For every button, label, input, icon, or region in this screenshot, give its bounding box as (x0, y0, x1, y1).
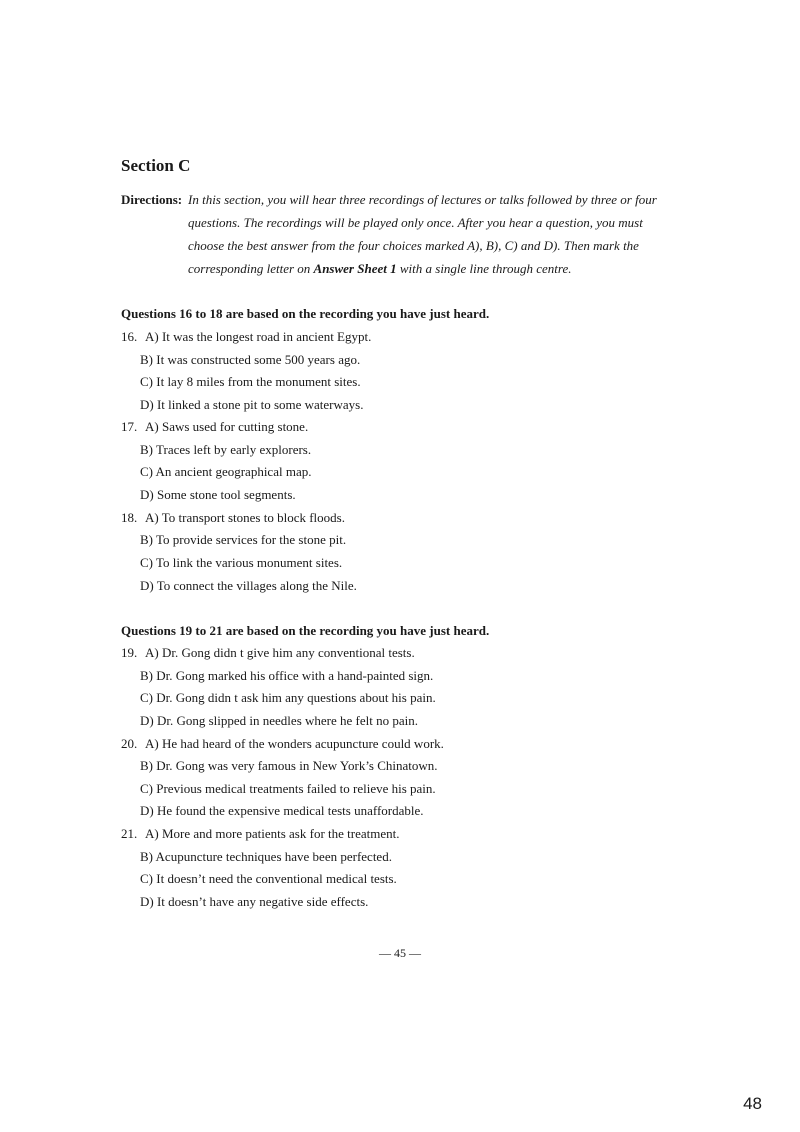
answer-option: C) To link the various monument sites. (140, 555, 343, 570)
answer-option: D) Some stone tool segments. (140, 487, 296, 502)
answer-option: B) Acupuncture techniques have been perfected. (140, 849, 392, 864)
question-number: 19. (121, 645, 138, 660)
section-title: Section C (121, 156, 191, 175)
answer-option: C) It doesn’t need the conventional medical tests. (140, 871, 397, 886)
question-group-heading: Questions 19 to 21 are based on the recording you have just heard. (121, 623, 490, 638)
answer-sheet-emphasis: Answer Sheet 1 (313, 261, 397, 276)
answer-option: D) It linked a stone pit to some waterways. (140, 397, 364, 412)
answer-option: A) Saws used for cutting stone. (145, 419, 309, 434)
answer-option: A) He had heard of the wonders acupuncture could work. (145, 736, 444, 751)
question-number: 16. (121, 329, 138, 344)
directions-line (188, 261, 572, 277)
answer-option: B) It was constructed some 500 years ago. (140, 352, 361, 367)
question-number: 21. (121, 826, 138, 841)
answer-option: D) He found the expensive medical tests unaffordable. (140, 803, 424, 818)
answer-option: B) Dr. Gong marked his office with a hand-painted sign. (140, 668, 434, 683)
directions-line: choose the best answer from the four choices marked A), B), C) and D). Then mark the (188, 238, 639, 253)
directions-text: with a single line through centre. (396, 261, 572, 276)
answer-option: A) It was the longest road in ancient Egypt. (145, 329, 372, 344)
directions-label: Directions: (121, 192, 183, 207)
question-number: 20. (121, 736, 138, 751)
directions-text: corresponding letter on (188, 261, 314, 276)
directions-line: In this section, you will hear three recordings of lectures or talks followed by three or four (188, 192, 657, 207)
question-group-heading: Questions 16 to 18 are based on the recording you have just heard. (121, 306, 490, 321)
answer-option: A) Dr. Gong didn t give him any conventional tests. (145, 645, 415, 660)
question-number: 17. (121, 419, 138, 434)
directions-line: questions. The recordings will be played only once. After you hear a question, you must (188, 215, 643, 230)
answer-option: B) To provide services for the stone pit. (140, 532, 347, 547)
scan-page-number: 48 (743, 1094, 762, 1113)
answer-option: C) Dr. Gong didn t ask him any questions about his pain. (140, 690, 436, 705)
answer-option: D) It doesn’t have any negative side effects. (140, 894, 369, 909)
answer-option: B) Traces left by early explorers. (140, 442, 312, 457)
answer-option: A) To transport stones to block floods. (145, 510, 345, 525)
question-number: 18. (121, 510, 138, 525)
answer-option: C) An ancient geographical map. (140, 464, 312, 479)
answer-option: A) More and more patients ask for the treatment. (145, 826, 400, 841)
answer-option: C) Previous medical treatments failed to relieve his pain. (140, 781, 436, 796)
answer-option: D) To connect the villages along the Nile. (140, 578, 357, 593)
answer-option: C) It lay 8 miles from the monument sites. (140, 374, 361, 389)
page-footer-number: — 45 — (379, 946, 421, 960)
answer-option: B) Dr. Gong was very famous in New York’s Chinatown. (140, 758, 438, 773)
answer-option: D) Dr. Gong slipped in needles where he felt no pain. (140, 713, 418, 728)
